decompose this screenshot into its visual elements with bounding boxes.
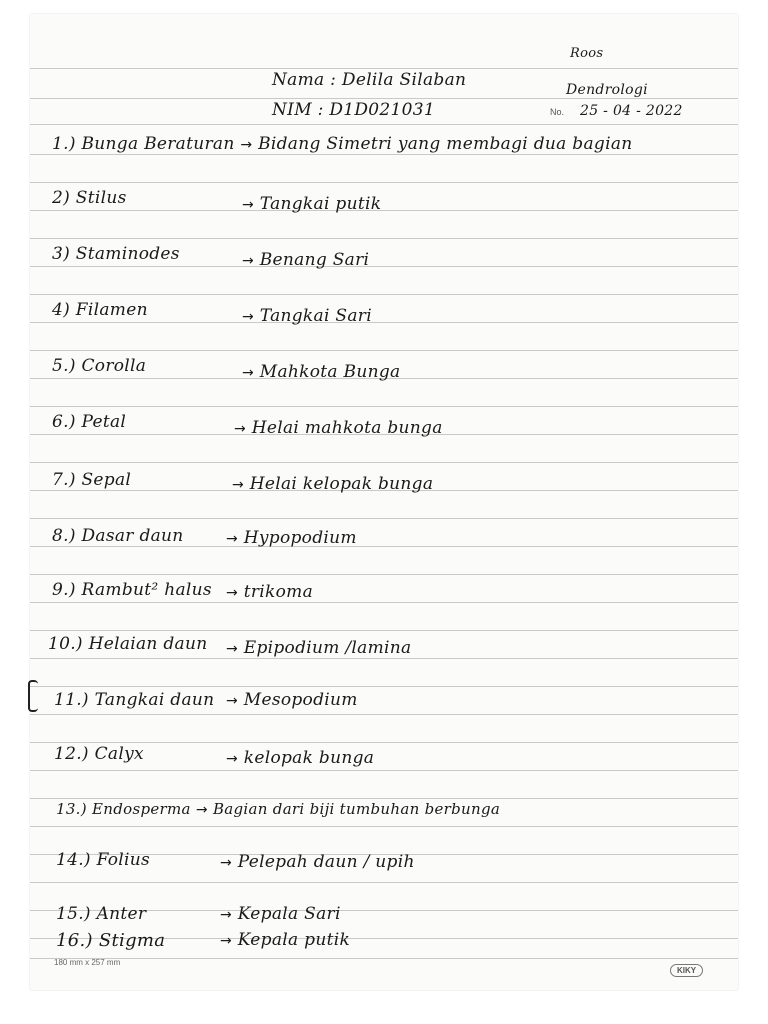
item-term: Petal (81, 412, 127, 432)
item-number: 2) (52, 188, 71, 208)
rule-line (30, 958, 738, 959)
rule-line (30, 546, 738, 547)
item-number: 14.) (56, 850, 91, 870)
list-item (56, 930, 165, 951)
rule-line (30, 98, 738, 99)
item-term: Endosperma (92, 800, 191, 818)
item-number: 1.) (52, 134, 76, 154)
item-term: Corolla (81, 356, 147, 376)
item-term: Stigma (98, 930, 166, 951)
list-item-definition-row (220, 852, 415, 872)
rule-line (30, 658, 738, 659)
list-item-definition-row (226, 528, 357, 548)
rule-line (30, 124, 738, 125)
item-definition: Epipodium /lamina (243, 638, 412, 658)
brand-logo: KIKY (670, 964, 703, 977)
item-term: Sepal (81, 470, 132, 490)
item-number: 10.) (48, 634, 83, 654)
item-number: 9.) (52, 580, 76, 600)
item-term: Helaian daun (88, 634, 208, 654)
item-number: 11.) (54, 690, 89, 710)
item-number: 12.) (54, 744, 89, 764)
item-definition: Bagian dari biji tumbuhan berbunga (212, 800, 501, 818)
list-item-definition-row (242, 250, 369, 270)
arrow-icon: → (226, 641, 239, 657)
top-right-mark: Roos (570, 46, 604, 61)
rule-line (30, 798, 738, 799)
nim-line: NIM : D1D021031 (272, 100, 436, 120)
subject-label: Dendrologi (566, 82, 648, 98)
arrow-icon: → (240, 137, 253, 153)
arrow-icon: → (242, 365, 255, 381)
rule-line (30, 182, 738, 183)
arrow-icon: → (242, 309, 255, 325)
rule-line (30, 322, 738, 323)
arrow-icon: → (242, 197, 255, 213)
list-item (52, 134, 633, 154)
no-label: No. (550, 107, 565, 117)
rule-line (30, 714, 738, 715)
rule-line (30, 68, 738, 69)
list-item-definition-row (232, 474, 433, 494)
item-number: 4) (52, 300, 71, 320)
list-item (48, 634, 208, 654)
arrow-icon: → (226, 531, 239, 547)
item-number: 13.) (56, 800, 87, 818)
item-definition: Bidang Simetri yang membagi dua bagian (258, 134, 633, 154)
list-item (52, 580, 212, 600)
arrow-icon: → (226, 693, 239, 709)
arrow-icon: → (226, 585, 239, 601)
arrow-icon: → (226, 751, 239, 767)
list-item (52, 188, 127, 208)
item-number: 3) (52, 244, 71, 264)
list-item-definition-row (242, 194, 381, 214)
list-item (56, 800, 500, 818)
item-term: Folius (96, 850, 151, 870)
item-definition: Mesopodium (243, 690, 358, 710)
list-item (52, 412, 126, 432)
rule-line (30, 742, 738, 743)
rule-line (30, 574, 738, 575)
arrow-icon: → (220, 855, 233, 871)
rule-line (30, 630, 738, 631)
rule-line (30, 210, 738, 211)
item-definition: Hypopodium (243, 528, 357, 548)
list-item-definition-row (220, 930, 350, 950)
rule-line (30, 154, 738, 155)
item-term: Rambut² halus (81, 580, 212, 600)
item-term: Dasar daun (81, 526, 184, 546)
item-term: Filamen (75, 300, 148, 320)
item-definition: trikoma (243, 582, 314, 602)
arrow-icon: → (232, 477, 245, 493)
item-term: Calyx (94, 744, 144, 764)
item-definition: Pelepah daun / upih (237, 852, 415, 872)
list-item (56, 850, 150, 870)
rule-line (30, 518, 738, 519)
item-term: Stilus (75, 188, 127, 208)
item-definition: Benang Sari (259, 250, 370, 270)
list-item (52, 300, 148, 320)
item-definition: Tangkai Sari (259, 306, 372, 326)
date-field: 25 - 04 - 2022 (580, 103, 683, 119)
list-item (56, 904, 146, 924)
item-definition: Kepala putik (237, 930, 351, 950)
list-item-definition-row (226, 690, 358, 710)
rule-line (30, 406, 738, 407)
item-definition: Helai kelopak bunga (249, 474, 434, 494)
list-item-definition-row (242, 362, 400, 382)
rule-line (30, 462, 738, 463)
rule-line (30, 350, 738, 351)
item-definition: Helai mahkota bunga (251, 418, 443, 438)
arrow-icon: → (220, 933, 233, 949)
list-item-definition-row (242, 306, 372, 326)
arrow-icon: → (220, 907, 233, 923)
list-item (52, 356, 146, 376)
rule-line (30, 238, 738, 239)
list-item-definition-row (220, 904, 341, 924)
item-term: Staminodes (75, 244, 180, 264)
rule-line (30, 294, 738, 295)
arrow-icon: → (234, 421, 247, 437)
item-term: Tangkai daun (94, 690, 215, 710)
rule-line (30, 770, 738, 771)
arrow-icon: → (242, 253, 255, 269)
notebook-page (30, 14, 738, 990)
item-definition: Tangkai putik (259, 194, 382, 214)
list-item-definition-row (226, 582, 313, 602)
list-item (52, 470, 131, 490)
item-term: Bunga Beraturan (81, 134, 235, 154)
item-number: 16.) (56, 930, 93, 951)
arrow-icon: → (195, 802, 208, 818)
list-item (52, 526, 184, 546)
item-number: 15.) (56, 904, 91, 924)
list-item (54, 744, 144, 764)
rule-line (30, 882, 738, 883)
paper-size-label: 180 mm x 257 mm (54, 958, 121, 967)
rule-line (30, 602, 738, 603)
rule-line (30, 826, 738, 827)
rule-line (30, 266, 738, 267)
item-definition: Mahkota Bunga (259, 362, 401, 382)
item-number: 7.) (52, 470, 76, 490)
item-definition: Kepala Sari (237, 904, 341, 924)
item-definition: kelopak bunga (243, 748, 375, 768)
item-number: 8.) (52, 526, 76, 546)
list-item-definition-row (234, 418, 443, 438)
binder-ring-icon (28, 680, 38, 712)
list-item-definition-row (226, 638, 411, 658)
list-item (54, 690, 214, 710)
list-item (52, 244, 180, 264)
name-line: Nama : Delila Silaban (272, 70, 467, 90)
item-number: 6.) (52, 412, 76, 432)
item-number: 5.) (52, 356, 76, 376)
rule-line (30, 686, 738, 687)
item-term: Anter (96, 904, 147, 924)
list-item-definition-row (226, 748, 374, 768)
